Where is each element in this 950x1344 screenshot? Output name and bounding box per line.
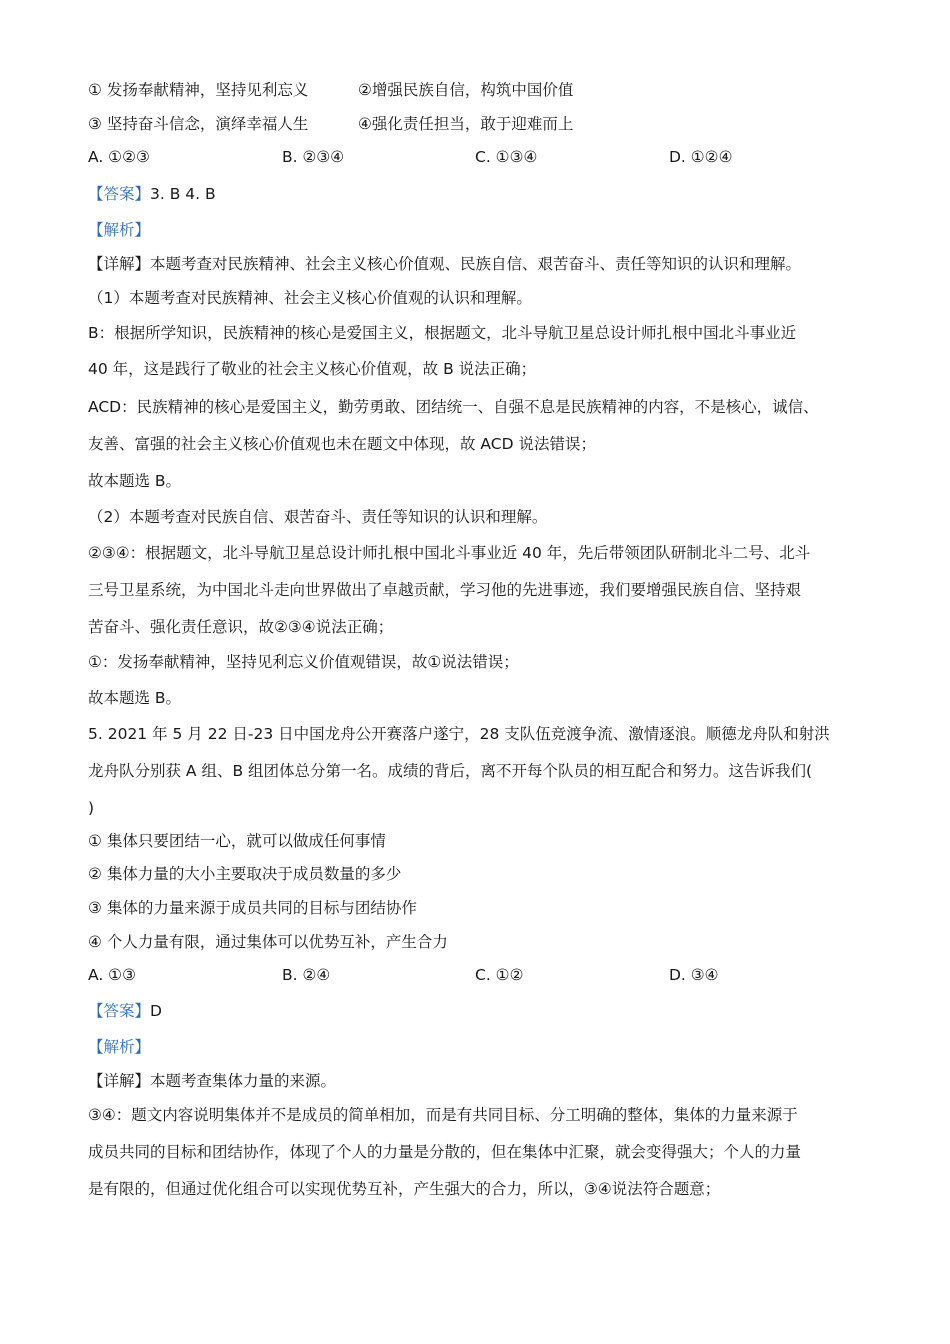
q4-statement-4: ④强化责任担当，敢于迎难而上 (358, 115, 574, 133)
q5-detail-tag: 【详解】 (88, 1072, 151, 1090)
analysis-34-p1-acd-line2: 友善、富强的社会主义核心价值观也未在题文中体现，故 ACD 说法错误； (88, 435, 596, 453)
analysis-34-p1-title: （1）本题考查对民族精神、社会主义核心价值观的认识和理解。 (88, 289, 532, 307)
q5-option-d: D. ③④ (669, 966, 719, 984)
analysis-34-p2-a-line3: 苦奋斗、强化责任意识，故②③④说法正确； (88, 618, 394, 636)
analysis-34-p2-b-line1: ①：发扬奉献精神，坚持见利忘义价值观错误，故①说法错误； (88, 653, 519, 671)
q5-detail (88, 1069, 870, 1093)
analysis-tag: 【解析】 (88, 221, 151, 239)
q5-analysis-heading (88, 1035, 870, 1059)
q5-statement-2: ② 集体力量的大小主要取决于成员数量的多少 (88, 865, 402, 883)
analysis-34-p1-conclusion: 故本题选 B。 (88, 472, 182, 490)
q5-statement-4: ④ 个人力量有限，通过集体可以优势互补，产生合力 (88, 933, 448, 951)
q5-explanation-line2: 成员共同的目标和团结协作，体现了个人的力量是分散的，但在集体中汇聚，就会变得强大；个人的力量 (88, 1143, 802, 1161)
analysis-34-p2-a-line1: ②③④：根据题文，北斗导航卫星总设计师扎根中国北斗事业近 40 年，先后带领团队研制北斗二号、北斗 (88, 544, 811, 562)
q4-statement-1: ① 发扬奉献精神，坚持见利忘义 (88, 81, 309, 99)
q4-option-c: C. ①③④ (475, 148, 538, 166)
q4-option-a: A. ①②③ (88, 148, 150, 166)
q5-stem-line2: 龙舟队分别获 A 组、B 组团体总分第一名。成绩的背后，离不开每个队员的相互配合和努力。这告诉我们( (88, 762, 813, 780)
q5-explanation-line1: ③④：题文内容说明集体并不是成员的简单相加，而是有共同目标、分工明确的整体，集体的力量来源于 (88, 1106, 798, 1124)
q5-answer-text: D (150, 1002, 162, 1020)
q5-detail-text: 本题考查集体力量的来源。 (150, 1072, 337, 1090)
analysis-34-p2-title: （2）本题考查对民族自信、艰苦奋斗、责任等知识的认识和理解。 (88, 508, 548, 526)
answer-34 (88, 182, 870, 206)
analysis-34-p2-conclusion: 故本题选 B。 (88, 689, 182, 707)
analysis-34-p1-b-line2: 40 年，这是践行了敬业的社会主义核心价值观，故 B 说法正确； (88, 360, 537, 378)
q5-explanation-line3: 是有限的，但通过优化组合可以实现优势互补，产生强大的合力，所以，③④说法符合题意； (88, 1180, 721, 1198)
q5-option-a: A. ①③ (88, 966, 136, 984)
q5-analysis-tag: 【解析】 (88, 1038, 151, 1056)
analysis-34-p2-a-line2: 三号卫星系统，为中国北斗走向世界做出了卓越贡献，学习他的先进事迹，我们要增强民族自信、坚持艰 (88, 581, 802, 599)
q5-option-b: B. ②④ (282, 966, 331, 984)
q5-stem-line3: ) (88, 799, 95, 817)
analysis-34-heading (88, 218, 870, 242)
q5-answer (88, 999, 870, 1023)
q4-option-d: D. ①②④ (669, 148, 733, 166)
detail-tag: 【详解】 (88, 255, 151, 273)
q5-statement-3: ③ 集体的力量来源于成员共同的目标与团结协作 (88, 899, 417, 917)
analysis-34-p1-b-line1: B：根据所学知识，民族精神的核心是爱国主义，根据题文，北斗导航卫星总设计师扎根中国北斗事业近 (88, 324, 797, 342)
q5-statement-1: ① 集体只要团结一心，就可以做成任何事情 (88, 832, 386, 850)
answer-text: 3. B 4. B (150, 185, 216, 203)
analysis-34-p1-acd-line1: ACD：民族精神的核心是爱国主义，勤劳勇敢、团结统一、自强不息是民族精神的内容，不是核心，诚信、 (88, 398, 819, 416)
q4-option-b: B. ②③④ (282, 148, 345, 166)
q5-option-c: C. ①② (475, 966, 524, 984)
q4-statement-2: ②增强民族自信，构筑中国价值 (358, 81, 574, 99)
detail-text: 本题考查对民族精神、社会主义核心价值观、民族自信、艰苦奋斗、责任等知识的认识和理解。 (150, 255, 802, 273)
q5-stem-line1: 5. 2021 年 5 月 22 日-23 日中国龙舟公开赛落户遂宁，28 支队伍竞渡争流、激情逐浪。顺德龙舟队和射洪 (88, 725, 830, 743)
analysis-34-detail (88, 252, 870, 276)
q5-answer-tag: 【答案】 (88, 1002, 151, 1020)
q4-statement-3: ③ 坚持奋斗信念，演绎幸福人生 (88, 115, 309, 133)
answer-tag: 【答案】 (88, 185, 151, 203)
